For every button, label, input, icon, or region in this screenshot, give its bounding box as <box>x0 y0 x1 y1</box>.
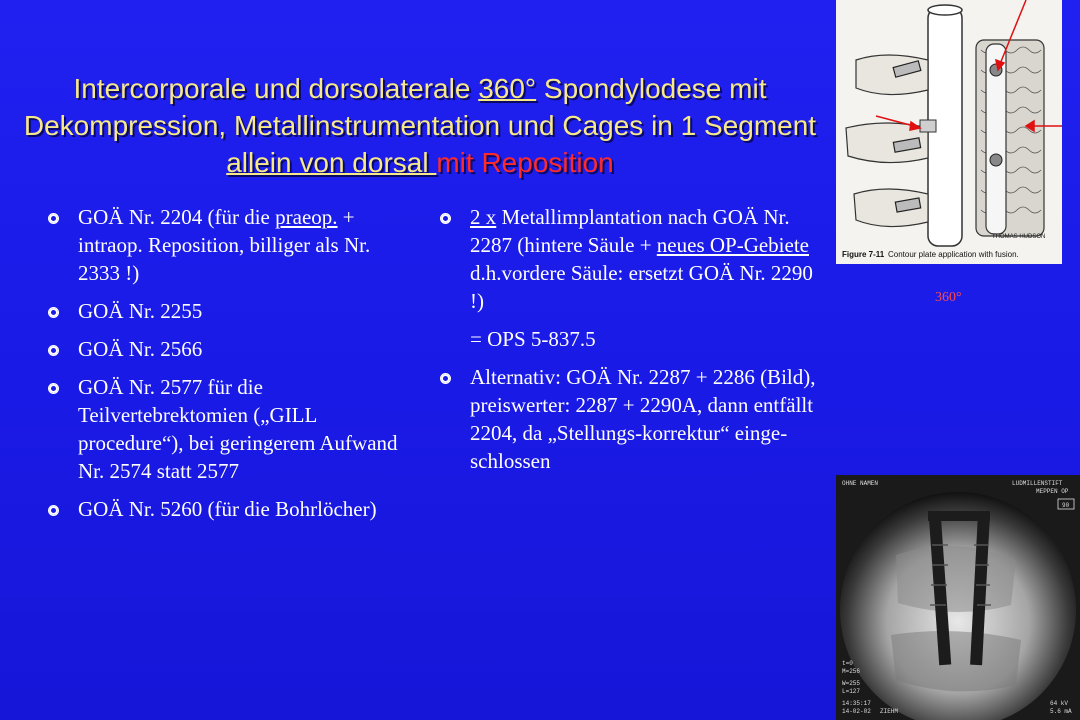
bullet-icon <box>48 213 59 224</box>
figure-signature: THOMAS HUDSON <box>992 234 1046 240</box>
item-text: Alternativ: GOÄ Nr. 2287 + 2286 (Bild), preiswerter: 2287 + 2290A, dann entfällt 2204, da „Stellungs-korrektur“ einge-schlossen <box>470 365 816 473</box>
xray-label: 14:35:17 <box>842 700 871 707</box>
xray-label: LUDMILLENSTIFT <box>1012 480 1063 487</box>
list-item <box>48 297 398 325</box>
bullet-icon <box>440 373 451 384</box>
title-dorsal: allein von dorsal <box>226 147 437 178</box>
item-text-underlined: 2 x <box>470 205 497 229</box>
item-text: GOÄ Nr. 2566 <box>78 337 203 361</box>
xray-label: 14-02-02 <box>842 708 871 715</box>
ops-code: = OPS 5-837.5 <box>470 327 596 351</box>
spine-illustration <box>836 0 1062 264</box>
bullet-icon <box>48 383 59 394</box>
item-text: GOÄ Nr. 5260 (für die Bohrlöcher) <box>78 497 377 521</box>
xray-label: OHNE NAMEN <box>842 480 879 487</box>
item-text: GOÄ Nr. 2204 (für die <box>78 205 276 229</box>
item-text: Metallimplantation nach GOÄ Nr. 2287 (hintere Säule + <box>470 205 790 257</box>
title-part: Intercorporale und dorsolaterale <box>73 73 479 104</box>
left-bullet-list <box>48 203 398 533</box>
item-text: + intraop. Reposition, billiger als Nr. 2333 !) <box>78 205 371 285</box>
right-bullet-list <box>440 203 820 485</box>
title-reposition: Reposition <box>473 147 614 178</box>
item-text-underlined: praeop. <box>275 205 338 229</box>
xray-label: 90 <box>1062 502 1070 509</box>
xray-label: L=127 <box>842 688 861 695</box>
figure-caption-label: Figure 7-11 <box>842 250 885 259</box>
figure-side-label: 360° <box>935 290 962 305</box>
xray-brand: ZIEHM <box>880 708 899 715</box>
bullet-icon <box>48 345 59 356</box>
xray-label: 64 kV <box>1050 700 1069 707</box>
list-item <box>440 203 820 315</box>
list-item <box>48 495 398 523</box>
figure-caption-text: Contour plate application with fusion. <box>888 250 1019 259</box>
bullet-icon <box>48 505 59 516</box>
item-text-underlined: neues OP-Gebiete <box>656 233 809 257</box>
slide-title <box>10 70 830 181</box>
title-part: Spondylodese mit Dekompression, Metallinstrumentation und Cages in 1 Segment <box>23 73 817 141</box>
xray-label: MEPPEN OP <box>1036 488 1069 495</box>
item-text: d.h.vordere Säule: ersetzt GOÄ Nr. 2290 !) <box>470 261 813 313</box>
xray-label: M=256 <box>842 668 861 675</box>
item-text: GOÄ Nr. 2255 <box>78 299 203 323</box>
xray-label: t=0 <box>842 660 853 667</box>
xray-image <box>836 475 1080 720</box>
list-item <box>48 335 398 363</box>
item-text: GOÄ Nr. 2577 für die Teilvertebrektomien („GILL procedure“), bei geringerem Aufwand Nr. 2574 statt 2577 <box>78 375 398 483</box>
list-item <box>440 363 820 475</box>
title-360: 360° <box>478 73 537 104</box>
list-item <box>48 203 398 287</box>
title-mit: mit <box>436 147 474 178</box>
list-item <box>48 373 398 485</box>
xray-label: 5.6 mA <box>1050 708 1072 715</box>
bullet-icon <box>440 213 451 224</box>
bullet-icon <box>48 307 59 318</box>
xray-label: W=255 <box>842 680 861 687</box>
